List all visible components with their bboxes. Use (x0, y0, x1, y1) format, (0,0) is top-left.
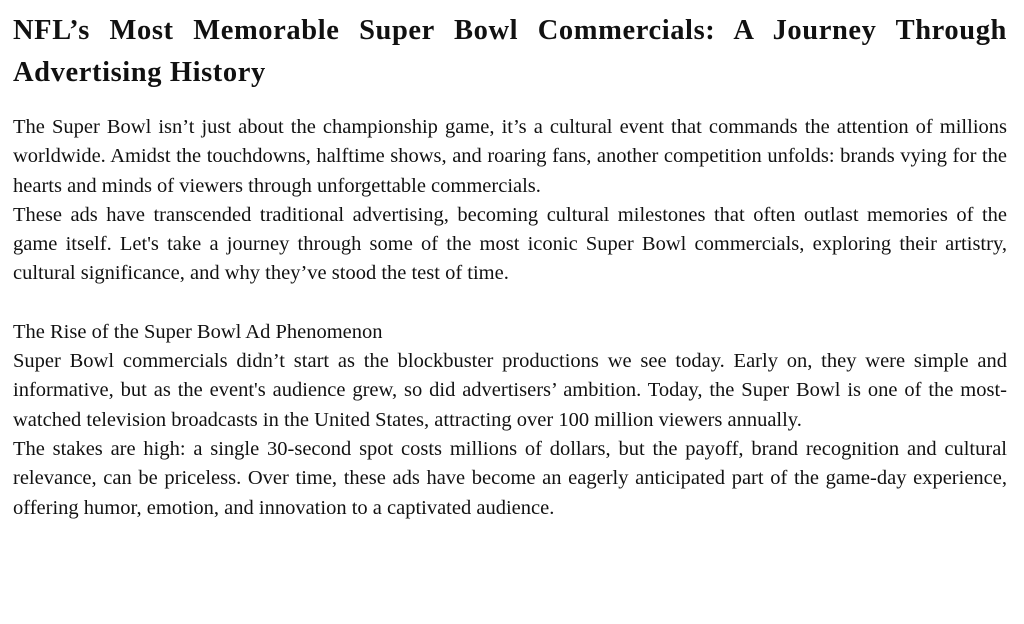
intro-paragraph-2: These ads have transcended traditional advertising, becoming cultural milestones that often outlast memories of the game itself. Let's take a journey through some of the most iconic Super Bowl commercials, exploring their artistry, cultural significance, and why they’ve stood the test of time. (13, 203, 1007, 285)
section-heading: The Rise of the Super Bowl Ad Phenomenon (13, 320, 383, 343)
section-paragraph-1: Super Bowl commercials didn’t start as the blockbuster productions we see today. Early on, they were simple and informative, but as the event's audience grew, so did advertisers’ ambition. Today, the Super Bowl is one of the most-watched television broadcasts in the United States, attracting over 100 million viewers annually. (13, 350, 1007, 431)
article-title: NFL’s Most Memorable Super Bowl Commercials: A Journey Through Advertising History (13, 15, 1007, 88)
document-page (13, 10, 1007, 523)
section-paragraph-2: The stakes are high: a single 30-second spot costs millions of dollars, but the payoff, brand recognition and cultural relevance, can be priceless. Over time, these ads have become an eagerly anticipated part of the game-day experience, offering humor, emotion, and innovation to a captivated audience. (13, 437, 1007, 519)
section-spacer (13, 289, 1007, 318)
intro-paragraph-1: The Super Bowl isn’t just about the championship game, it’s a cultural event that commands the attention of millions worldwide. Amidst the touchdowns, halftime shows, and roaring fans, another competition unfolds: brands vying for the hearts and minds of viewers through unforgettable commercials. (13, 116, 1007, 197)
